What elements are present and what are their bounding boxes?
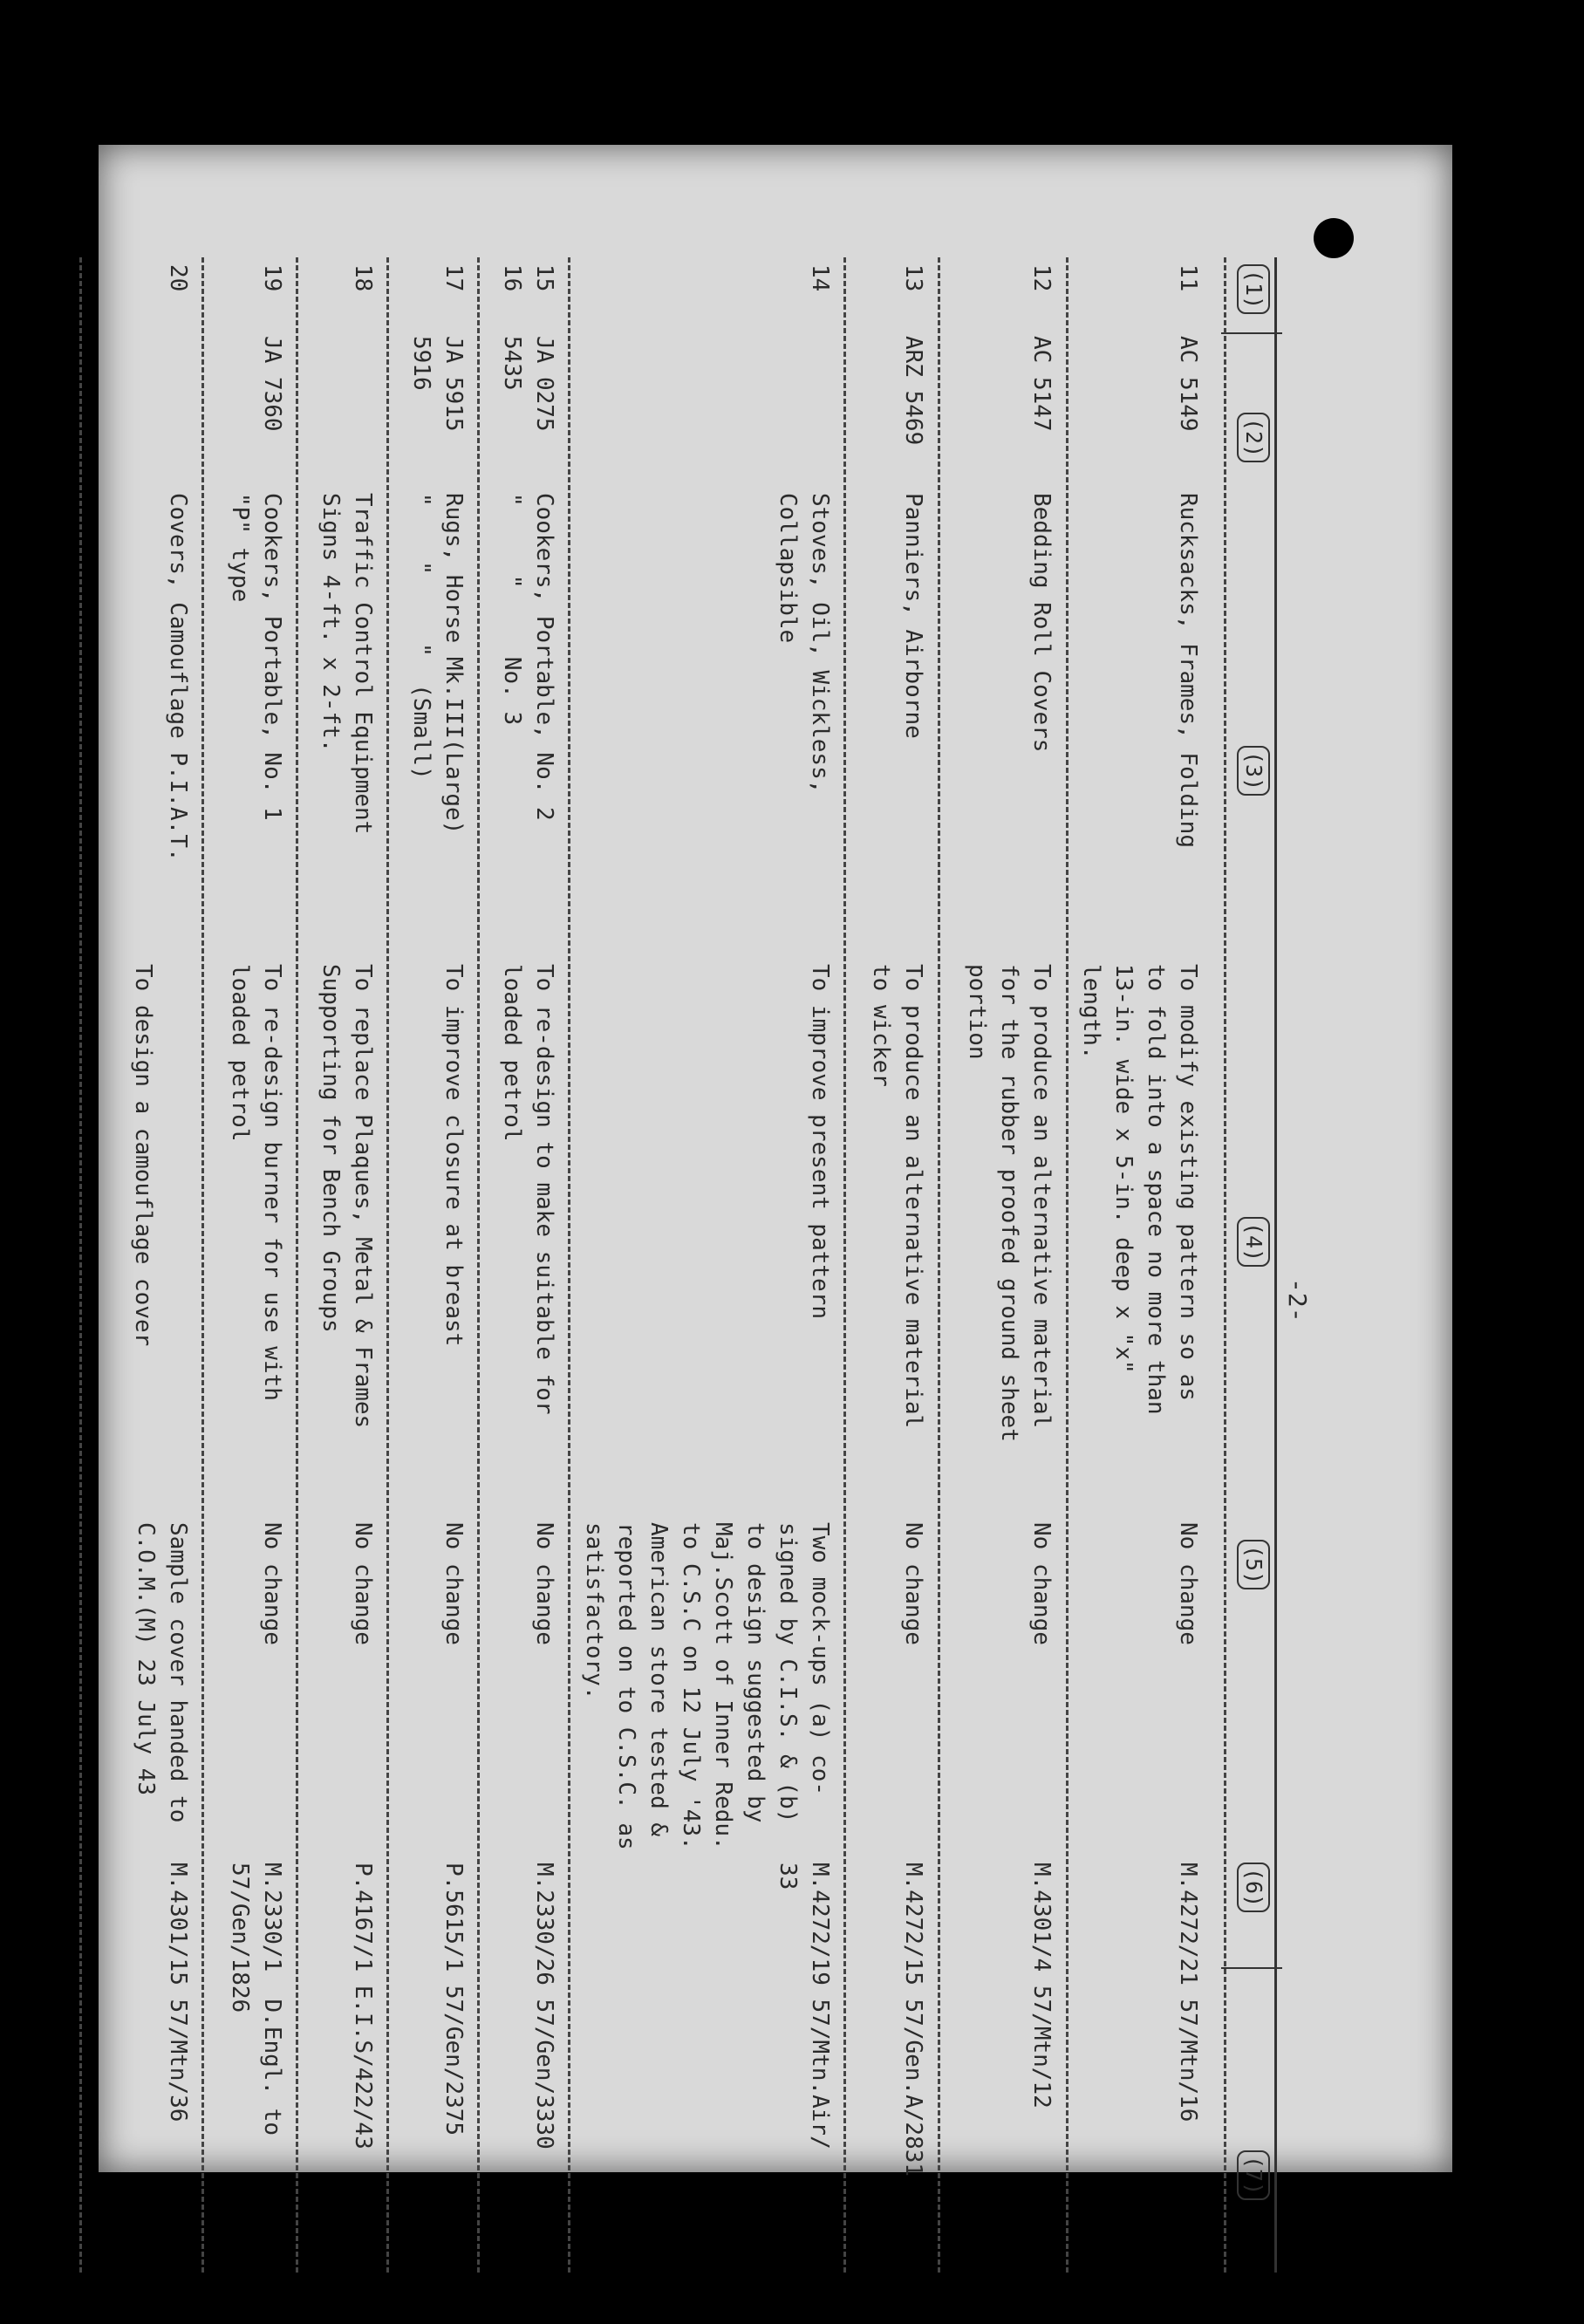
action-required: To improve present pattern: [807, 964, 833, 1319]
table-bottom-rule: [79, 257, 82, 2273]
item-description: Bedding Roll Covers: [1028, 493, 1055, 753]
row-number: 18: [350, 264, 376, 292]
row-rule: [568, 257, 570, 2273]
row-number: 13: [900, 264, 926, 292]
reference: JA 5915 5916: [408, 336, 467, 432]
result: Two mock-ups (a) co- signed by C.I.S. & (b) to design suggested by Maj.Scott of Inner Redu. to C.S.C on 12 July '43. American store tested & reported on to C.S.C. as satisfactory.: [581, 1522, 833, 1850]
reference: JA 7360: [259, 336, 285, 432]
row-rule: [477, 257, 480, 2273]
item-description: Stoves, Oil, Wickless, Collapsible: [775, 493, 833, 794]
file-reference: M.4301/4 57/Mtn/12: [1028, 1863, 1055, 2109]
result: No change: [259, 1522, 285, 1645]
action-required: To produce an alternative material to wicker: [868, 964, 926, 1429]
action-required: To produce an alternative material for the rubber proofed ground sheet portion: [964, 964, 1055, 1442]
page-number: -2-: [1283, 1278, 1312, 1323]
column-number: (1): [1237, 264, 1270, 314]
rotated-table: [0, 257, 1312, 2273]
file-reference: M.2330/1 D.Engl. to 57/Gen/1826: [227, 1863, 285, 2136]
action-required: To design a camouflage cover: [130, 964, 156, 1347]
file-reference: M.4272/19 57/Mtn.Air/ 33: [775, 1863, 833, 2150]
column-number: (6): [1237, 1863, 1270, 1912]
row-rule: [386, 257, 389, 2273]
column-number: (7): [1237, 2150, 1270, 2200]
item-description: Traffic Control Equipment Signs 4-ft. x 2-ft.: [317, 493, 376, 835]
column-divider: [1221, 1967, 1282, 1969]
row-number: 12: [1028, 264, 1055, 292]
item-description: Cookers, Portable, No. 1 "P" type: [227, 493, 285, 821]
result: No change: [1175, 1522, 1201, 1645]
row-rule: [843, 257, 846, 2273]
file-reference: P.4167/1 E.I.S/422/43: [350, 1863, 376, 2150]
reference: AC 5149: [1175, 336, 1201, 432]
column-number: (5): [1237, 1540, 1270, 1589]
header-rule: [1224, 257, 1226, 2273]
result: No change: [1028, 1522, 1055, 1645]
action-required: To re-design burner for use with loaded petrol: [227, 964, 285, 1401]
file-reference: M.4301/15 57/Mtn/36: [165, 1863, 191, 2122]
file-reference: M.2330/26 57/Gen/3330: [531, 1863, 557, 2150]
reference: JA 0275 5435: [499, 336, 557, 432]
reference: ARZ 5469: [900, 336, 926, 446]
file-reference: P.5615/1 57/Gen/2375: [440, 1863, 467, 2136]
row-number: 14: [807, 264, 833, 292]
result: No change: [900, 1522, 926, 1645]
row-number: 17: [440, 264, 467, 292]
row-rule: [201, 257, 204, 2273]
row-number: 20: [165, 264, 191, 292]
action-required: To replace Plaques, Metal & Frames Supporting for Bench Groups: [317, 964, 376, 1429]
item-description: Covers, Camouflage P.I.A.T.: [165, 493, 191, 862]
action-required: To modify existing pattern so as to fold into a space no more than 13-in. wide x 5-in. deep x "x" length.: [1078, 964, 1201, 1415]
item-description: Cookers, Portable, No. 2 " " No. 3: [499, 493, 557, 821]
reference: AC 5147: [1028, 336, 1055, 432]
action-required: To improve closure at breast: [440, 964, 467, 1347]
result: Sample cover handed to C.O.M.(M) 23 July 43: [133, 1522, 191, 1823]
file-reference: M.4272/15 57/Gen.A/2831: [900, 1863, 926, 2177]
action-required: To re-design to make suitable for loaded petrol: [499, 964, 557, 1415]
row-number: 19: [259, 264, 285, 292]
result: No change: [350, 1522, 376, 1645]
result: No change: [440, 1522, 467, 1645]
column-number: (2): [1237, 413, 1270, 462]
row-number: 11: [1175, 264, 1201, 292]
item-description: Rucksacks, Frames, Folding: [1175, 493, 1201, 848]
result: No change: [531, 1522, 557, 1645]
column-number: (3): [1237, 746, 1270, 796]
column-divider: [1221, 332, 1282, 334]
item-description: Rugs, Horse Mk.III(Large) " " " (Small): [408, 493, 467, 835]
item-description: Panniers, Airborne: [900, 493, 926, 739]
file-reference: M.4272/21 57/Mtn/16: [1175, 1863, 1201, 2122]
column-number: (4): [1237, 1217, 1270, 1267]
row-number: 15 16: [499, 264, 557, 292]
punch-hole: [1314, 218, 1354, 258]
row-rule: [1066, 257, 1069, 2273]
table-top-rule: [1274, 257, 1277, 2273]
row-rule: [296, 257, 298, 2273]
row-rule: [938, 257, 940, 2273]
